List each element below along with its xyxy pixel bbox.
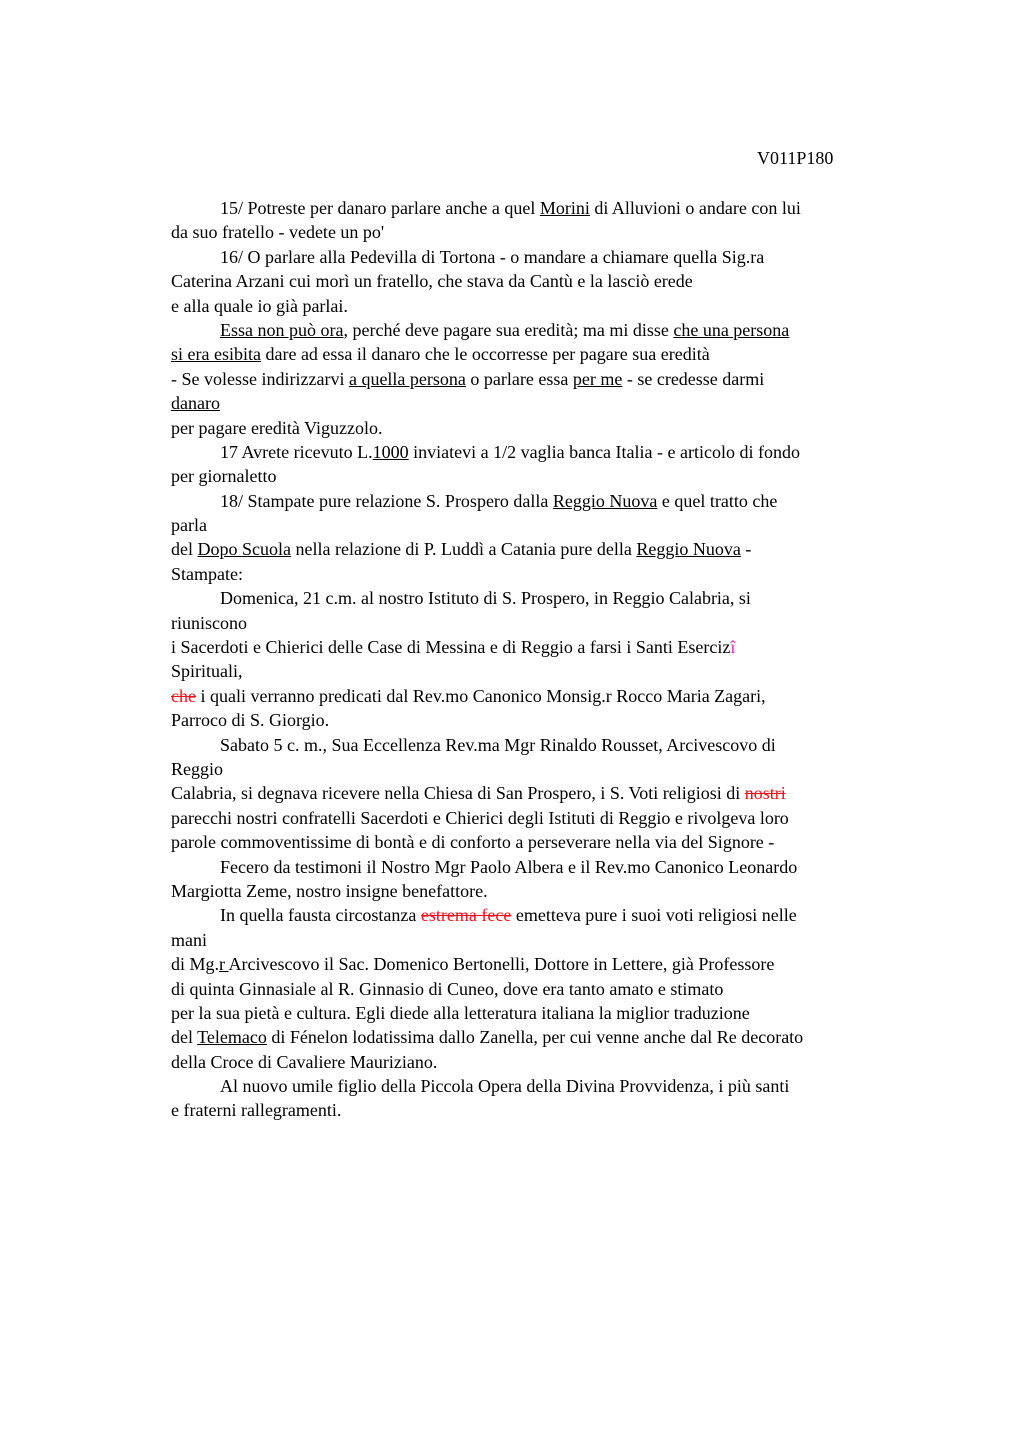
text-line — [171, 464, 911, 488]
text-run: Domenica, 21 c.m. al nostro Istituto di S. Prospero, in Reggio Calabria, si — [220, 588, 751, 609]
text-line — [171, 367, 911, 391]
underlined-text: Reggio Nuova — [552, 490, 658, 511]
text-run: di Mg. — [171, 954, 220, 975]
text-run: Arcivescovo il Sac. Domenico Bertonelli, Dottore in Lettere, già Professore — [228, 954, 775, 975]
text-run: del — [171, 539, 198, 560]
text-line — [171, 562, 911, 586]
underlined-text: che una persona — [673, 319, 790, 340]
text-run: Sabato 5 c. m., Sua Eccellenza Rev.ma Mgr Rinaldo Rousset, Arcivescovo di — [220, 734, 776, 755]
deleted-text: nostri — [744, 783, 786, 804]
text-run: Parroco di S. Giorgio. — [171, 710, 330, 731]
text-run: parecchi nostri confratelli Sacerdoti e Chierici degli Istituti di Reggio e rivolgeva loro — [171, 807, 789, 828]
underlined-text: Telemaco — [197, 1027, 267, 1048]
text-line — [171, 1050, 911, 1074]
text-run: Stampate: — [171, 563, 243, 584]
text-line — [171, 733, 911, 757]
text-run: 18/ Stampate pure relazione S. Prospero dalla — [220, 490, 553, 511]
text-run: emetteva pure i suoi voti religiosi nelle — [511, 905, 797, 926]
text-run: - — [740, 539, 752, 560]
underlined-text: Reggio Nuova — [636, 539, 741, 560]
text-line — [171, 220, 911, 244]
text-run: Reggio — [171, 758, 223, 779]
underlined-text: r — [219, 954, 229, 975]
text-run: e fraterni rallegramenti. — [171, 1100, 342, 1121]
underlined-text: danaro — [171, 393, 220, 414]
text-run: 17 Avrete ricevuto L. — [220, 441, 373, 462]
text-run: mani — [171, 929, 207, 950]
text-line — [171, 391, 911, 415]
text-line — [171, 269, 911, 293]
text-run: i Sacerdoti e Chierici delle Case di Messina e di Reggio a farsi i Santi Eserciz — [171, 637, 731, 658]
text-line — [171, 952, 911, 976]
text-line — [171, 489, 911, 513]
text-run: inviatevi a 1/2 vaglia banca Italia - e articolo di fondo — [408, 441, 800, 462]
text-line — [171, 781, 911, 805]
text-line — [171, 1025, 911, 1049]
text-line — [171, 977, 911, 1001]
text-run: Fecero da testimoni il Nostro Mgr Paolo Albera e il Rev.mo Canonico Leonardo — [220, 856, 798, 877]
underlined-text: si era esibita — [171, 344, 261, 365]
text-run: per giornaletto — [171, 466, 277, 487]
text-line — [171, 757, 911, 781]
text-run: , perché deve pagare sua eredità; ma mi disse — [343, 319, 674, 340]
text-line — [171, 416, 911, 440]
text-run: Al nuovo umile figlio della Piccola Opera della Divina Provvidenza, i più santi — [220, 1076, 790, 1097]
text-line — [171, 513, 911, 537]
text-run: Caterina Arzani cui morì un fratello, che stava da Cantù e la lasciò erede — [171, 271, 693, 292]
text-line — [171, 586, 911, 610]
text-line — [171, 879, 911, 903]
text-line — [171, 611, 911, 635]
text-run: i quali verranno predicati dal Rev.mo Canonico Monsig.r Rocco Maria Zagari, — [195, 685, 766, 706]
text-line — [171, 708, 911, 732]
text-run: dare ad essa il danaro che le occorresse per pagare sua eredità — [260, 344, 710, 365]
text-run: di Alluvioni o andare con lui — [589, 198, 801, 218]
text-line — [171, 659, 911, 683]
text-line — [171, 928, 911, 952]
text-line — [171, 440, 911, 464]
text-run: Calabria, si degnava ricevere nella Chiesa di San Prospero, i S. Voti religiosi di — [171, 783, 745, 804]
page-identifier: V011P180 — [757, 148, 834, 168]
underlined-text: Dopo Scuola — [197, 539, 291, 560]
deleted-text: che — [171, 685, 196, 706]
text-line — [171, 806, 911, 830]
text-run: Spirituali, — [171, 661, 243, 682]
text-line — [171, 830, 911, 854]
text-run: della Croce di Cavaliere Mauriziano. — [171, 1051, 438, 1072]
text-line — [171, 635, 911, 659]
text-run: nella relazione di P. Luddì a Catania pure della — [291, 539, 637, 560]
underlined-text: Morini — [539, 198, 590, 218]
text-run: o parlare essa — [465, 368, 573, 389]
underlined-text: 1000 — [372, 441, 409, 462]
text-run: - se credesse darmi — [622, 368, 765, 389]
text-run: 15/ Potreste per danaro parlare anche a quel — [220, 198, 540, 218]
text-run: e alla quale io già parlai. — [171, 295, 348, 316]
deleted-text: estrema fece — [420, 905, 512, 926]
text-line — [171, 1074, 911, 1098]
text-line — [171, 294, 911, 318]
text-run: e quel tratto che — [657, 490, 778, 511]
text-run: Margiotta Zeme, nostro insigne benefattore. — [171, 880, 488, 901]
text-line — [171, 342, 911, 366]
text-line — [171, 684, 911, 708]
text-run: per pagare eredità Viguzzolo. — [171, 417, 383, 438]
text-run: In quella fausta circostanza — [220, 905, 421, 926]
text-run: del — [171, 1027, 198, 1048]
text-run: - Se volesse indirizzarvi — [171, 368, 349, 389]
text-line — [171, 318, 911, 342]
letter-body — [171, 196, 911, 1123]
text-line — [171, 903, 911, 927]
text-line — [171, 196, 911, 220]
text-line — [171, 855, 911, 879]
text-run: di quinta Ginnasiale al R. Ginnasio di Cuneo, dove era tanto amato e stimato — [171, 978, 724, 999]
text-run: parole commoventissime di bontà e di conforto a perseverare nella via del Signore - — [171, 832, 775, 853]
text-line — [171, 537, 911, 561]
underlined-text: a quella persona — [348, 368, 466, 389]
underlined-text: per me — [572, 368, 623, 389]
text-line — [171, 1001, 911, 1025]
text-run: di Fénelon lodatissima dallo Zanella, per cui venne anche dal Re decorato — [266, 1027, 804, 1048]
text-line — [171, 245, 911, 269]
text-run: per la sua pietà e cultura. Egli diede alla letteratura italiana la miglior traduzione — [171, 1002, 750, 1023]
text-line — [171, 1098, 911, 1122]
text-run: parla — [171, 515, 207, 536]
text-run: riuniscono — [171, 612, 247, 633]
text-run: da suo fratello - vedete un po' — [171, 222, 385, 243]
inserted-text: î — [730, 637, 736, 658]
underlined-text: Essa non può ora — [220, 319, 344, 340]
text-run: 16/ O parlare alla Pedevilla di Tortona - o mandare a chiamare quella Sig.ra — [220, 246, 765, 267]
